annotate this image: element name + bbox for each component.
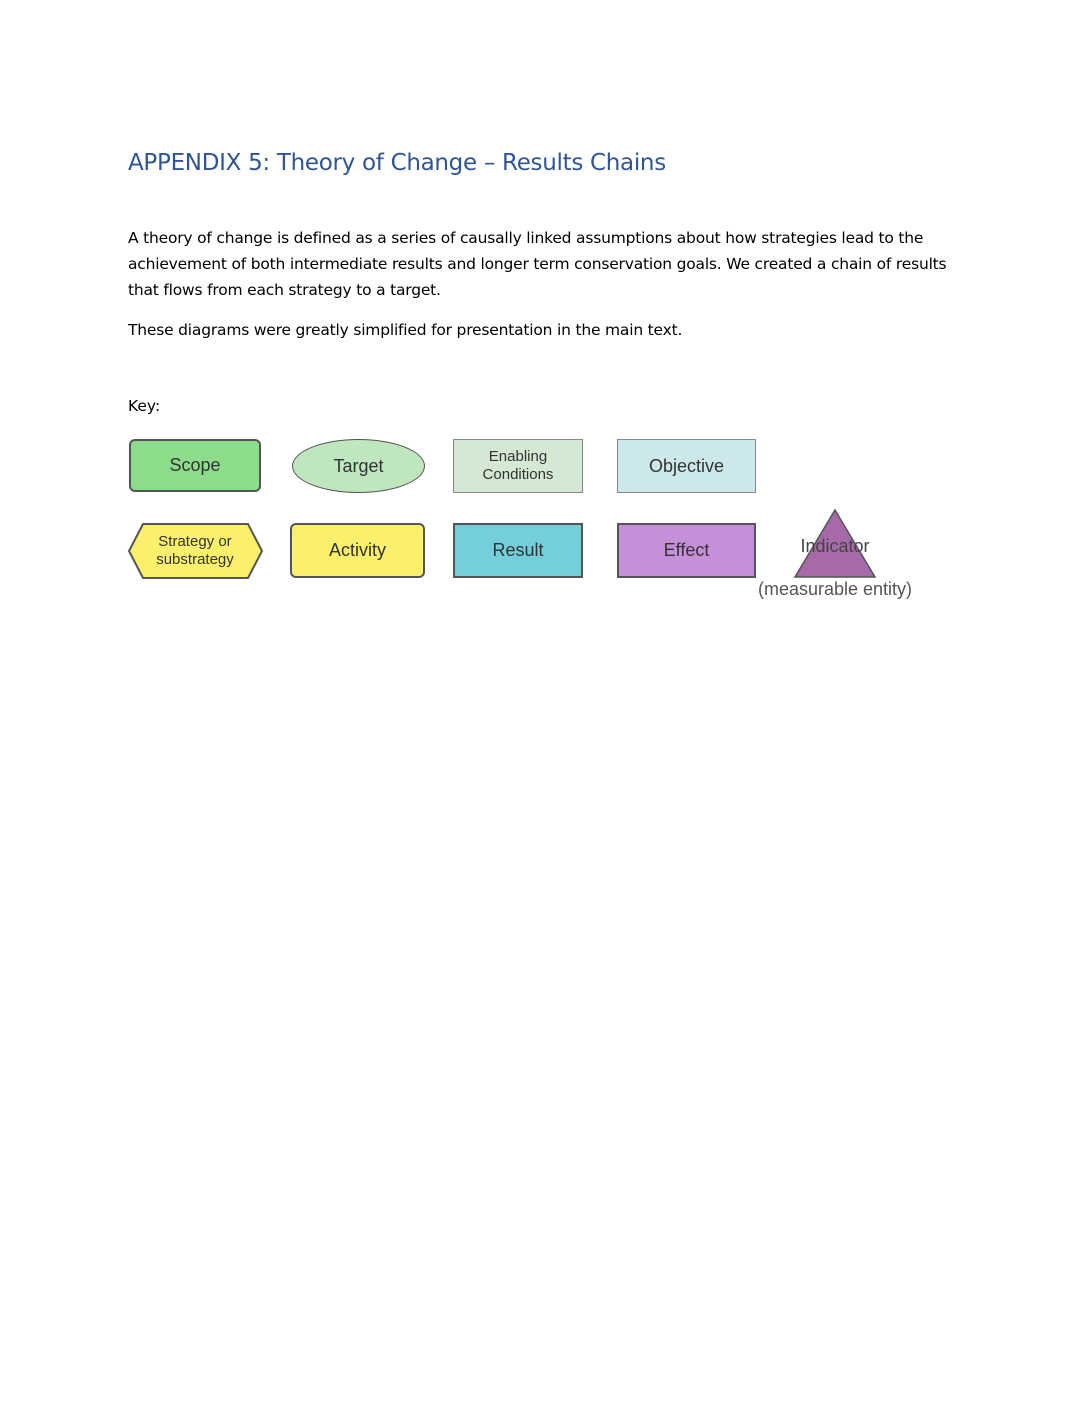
key-scope-box — [129, 439, 261, 492]
key-enabling-label-line1: Enabling — [488, 448, 548, 465]
page-title: APPENDIX 5: Theory of Change – Results Chains — [128, 150, 666, 176]
key-activity-label: Activity — [328, 540, 386, 560]
key-objective-label: Objective — [648, 455, 725, 476]
key-indicator-label: Indicator — [800, 536, 870, 556]
intro-paragraph: A theory of change is defined as a series of causally linked assumptions about how strategies lead to the achievement of both intermediate results and longer term conservation goals. We created a chain of results that flows from each strategy to a target. — [128, 229, 947, 299]
key-strategy-label-line2: substrategy — [156, 550, 234, 568]
key-effect-label: Effect — [663, 540, 710, 560]
key-scope-label: Scope — [169, 455, 221, 475]
key-enabling-conditions-box — [453, 439, 583, 493]
key-activity-box — [290, 523, 425, 578]
key-result-box — [453, 523, 583, 578]
key-indicator-note: (measurable entity) — [757, 579, 913, 599]
key-target-label: Target — [333, 455, 384, 476]
key-result-label: Result — [492, 540, 544, 560]
key-label: Key: — [128, 397, 161, 415]
key-strategy-label — [128, 523, 262, 578]
key-target-ellipse — [292, 439, 425, 493]
note-paragraph: These diagrams were greatly simplified for presentation in the main text. — [128, 321, 683, 339]
key-enabling-label-line2: Conditions — [482, 466, 554, 483]
key-strategy-label-line1: Strategy or — [158, 532, 232, 550]
key-objective-box — [617, 439, 756, 493]
key-effect-box — [617, 523, 756, 578]
